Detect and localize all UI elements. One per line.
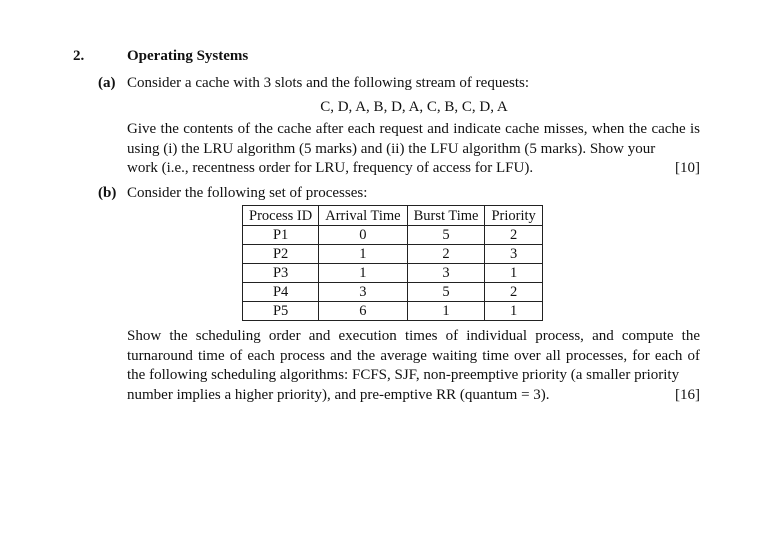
question-title: Operating Systems	[127, 48, 249, 64]
cell-process-id: P2	[243, 245, 319, 264]
part-b-body	[127, 327, 700, 405]
cell-arrival-time: 3	[319, 283, 407, 302]
cell-priority: 3	[485, 245, 542, 264]
table-row	[243, 283, 543, 302]
table-row	[243, 245, 543, 264]
cell-burst-time: 5	[407, 283, 485, 302]
part-a-body-last-line	[127, 159, 700, 179]
part-b-intro: Consider the following set of processes:	[127, 185, 368, 201]
cell-burst-time: 3	[407, 264, 485, 283]
part-b-body-text: Show the scheduling order and execution times of individual process, and compute the turnaround time of each process and the average waiting time over all processes, for each of the following scheduling algorithms: FCFS, SJF, non-preemptive priority (a smaller priority	[127, 328, 700, 383]
part-b-body-last-text: number implies a higher priority), and pre-emptive RR (quantum = 3).	[127, 386, 550, 403]
cell-burst-time: 5	[407, 226, 485, 245]
part-b-marks: [16]	[675, 386, 700, 403]
part-a-intro: Consider a cache with 3 slots and the following stream of requests:	[127, 75, 529, 91]
cell-arrival-time: 6	[319, 302, 407, 321]
cell-burst-time: 2	[407, 245, 485, 264]
question-number: 2.	[73, 48, 85, 64]
table-row	[243, 264, 543, 283]
cell-process-id: P5	[243, 302, 319, 321]
cell-arrival-time: 1	[319, 264, 407, 283]
cell-arrival-time: 0	[319, 226, 407, 245]
part-b-body-last-line	[127, 386, 700, 406]
part-a-marks: [10]	[675, 160, 700, 176]
column-header-process-id: Process ID	[243, 206, 319, 226]
part-a-label: (a)	[98, 75, 116, 91]
cell-priority: 1	[485, 264, 542, 283]
part-a-body	[127, 120, 700, 179]
cell-arrival-time: 1	[319, 245, 407, 264]
cell-priority: 1	[485, 302, 542, 321]
part-a-body-text: Give the contents of the cache after each request and indicate cache misses, when the cache is using (i) the LRU algorithm (5 marks) and (ii) the LFU algorithm (5 marks). Show your	[127, 121, 700, 157]
column-header-burst-time: Burst Time	[407, 206, 485, 226]
cell-process-id: P4	[243, 283, 319, 302]
cell-process-id: P3	[243, 264, 319, 283]
cell-burst-time: 1	[407, 302, 485, 321]
column-header-arrival-time: Arrival Time	[319, 206, 407, 226]
part-a-body-last-text: work (i.e., recentness order for LRU, frequency of access for LFU).	[127, 160, 534, 176]
process-table	[242, 205, 543, 321]
column-header-priority: Priority	[485, 206, 542, 226]
table-header-row	[243, 206, 543, 226]
cell-priority: 2	[485, 226, 542, 245]
part-b-label: (b)	[98, 185, 117, 201]
request-stream: C, D, A, B, D, A, C, B, C, D, A	[320, 99, 508, 115]
table-row	[243, 302, 543, 321]
cell-process-id: P1	[243, 226, 319, 245]
table-row	[243, 226, 543, 245]
cell-priority: 2	[485, 283, 542, 302]
